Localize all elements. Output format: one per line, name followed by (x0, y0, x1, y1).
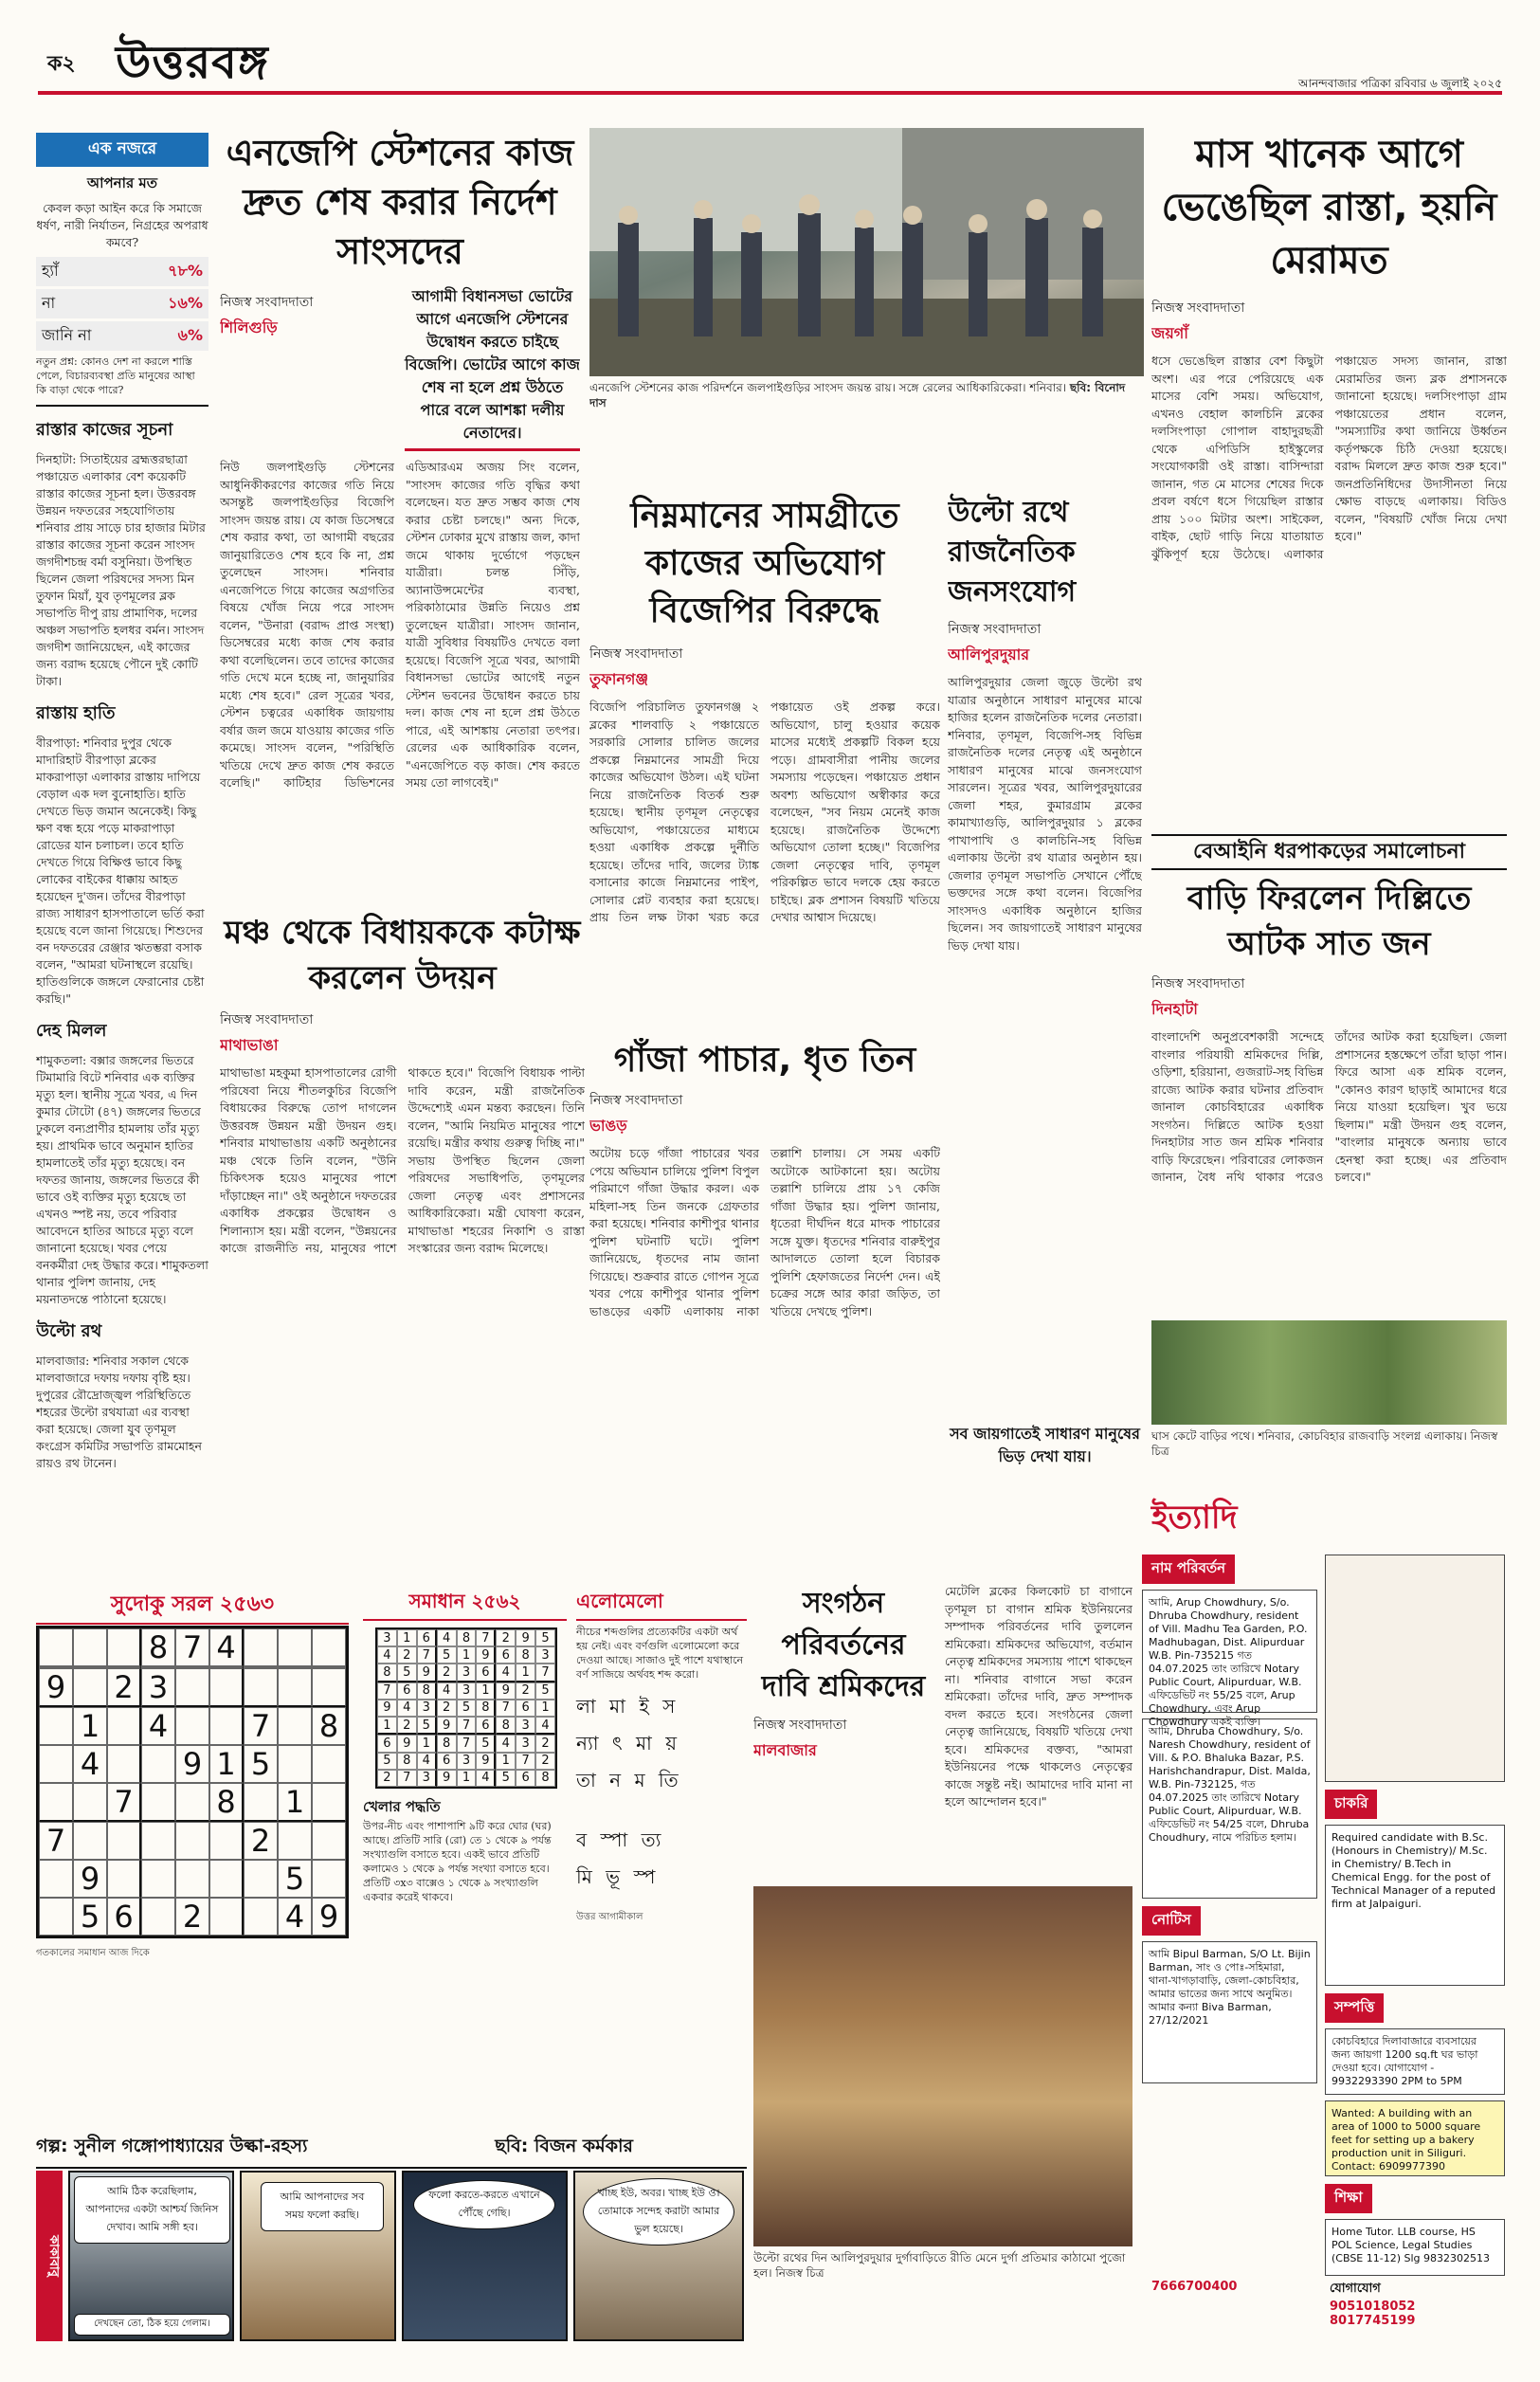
solution-cell: 7 (397, 1770, 417, 1787)
solution-cell: 5 (397, 1664, 417, 1682)
sudoku-cell[interactable]: 4 (141, 1707, 175, 1745)
solution-cell: 6 (377, 1735, 397, 1752)
sudoku-cell[interactable]: 5 (278, 1860, 312, 1898)
comic-strip (36, 2133, 747, 2346)
solution-cell: 5 (535, 1629, 555, 1646)
sudoku-cell[interactable] (175, 1668, 209, 1707)
method-text: উপর-নীচ এবং পাশাপাশি ৯টি করে ঘোর (ঘর) আছে। প্রতিটি সারি (রো) তে ১ থেকে ৯ পর্যন্ত সংখ্যাগুলি বসাতে হবে। একই ভাবে প্রতিটি কলামেও ১ থেকে ৯ পর্যন্ত সংখ্যা বসাতে হবে। প্রতিটি ৩x৩ বাক্সেও ১ থেকে ৯ সংখ্যাগুলি একবার করেই থাকবে। (363, 1820, 552, 1903)
solution-cell: 8 (535, 1770, 555, 1787)
headline: উল্টো রথে রাজনৈতিক জনসংযোগ (948, 496, 1077, 609)
solution-cell: 3 (417, 1770, 437, 1787)
sudoku-cell[interactable] (244, 1783, 278, 1822)
solution-cell: 7 (377, 1682, 397, 1700)
sudoku-cell[interactable] (107, 1628, 141, 1666)
dateline: আনন্দবাজার পত্রিকা রবিবার ৬ জুলাই ২০২৫ (1298, 77, 1502, 90)
solution-cell: 1 (457, 1646, 477, 1664)
poll-heading: আপনার মত (86, 174, 158, 191)
solution-cell: 8 (417, 1682, 437, 1700)
sudoku-cell[interactable]: 2 (107, 1668, 141, 1707)
byline: নিজস্ব সংবাদদাতা (948, 622, 1042, 637)
sudoku-cell[interactable]: 7 (107, 1783, 141, 1822)
solution-cell: 7 (457, 1717, 477, 1735)
solution-cell: 7 (417, 1646, 437, 1664)
solution-cell: 4 (377, 1646, 397, 1664)
solution-cell: 1 (417, 1735, 437, 1752)
location: মাথাভাঙা (220, 1036, 279, 1054)
headline: গাঁজা পাচার, ধৃত তিন (613, 1041, 916, 1080)
puzzles (36, 1588, 747, 2118)
poll-option-label: হ্যাঁ (42, 262, 59, 280)
contact-number[interactable]: 7666700400 (1151, 2280, 1238, 2294)
photo-figures (589, 128, 1144, 376)
headline: মঞ্চ থেকে বিধায়ককে কটাক্ষ করলেন উদয়ন (224, 914, 581, 997)
caption-text: এনজেপি স্টেশনের কাজ পরিদর্শনে জলপাইগুড়ির সাংসদ জয়ন্ত রায়। সঙ্গে রেলের আধিকারিকেরা। শনিবার। (589, 381, 1067, 394)
solution-cell: 9 (496, 1682, 516, 1700)
solution-cell: 2 (535, 1735, 555, 1752)
solution-cell: 1 (377, 1717, 397, 1735)
method-title: খেলার পদ্ধতি (363, 1798, 441, 1815)
sudoku-cell[interactable] (73, 1668, 107, 1707)
solution-cell: 6 (476, 1664, 496, 1682)
sudoku-title: সুদোকু সরল ২৫৬৩ (36, 1588, 349, 1625)
brief-text: শামুকতলা: বক্সার জঙ্গলের ভিতরে টিমামারি বিটে শনিবার এক ব্যক্তির মৃত্যু হল। স্থানীয় সূত্রে খবর, এ দিন কুমার টোটো (৪৭) জঙ্গলের ভিতরে ঢুকলে বন্যপ্রাণীর হামলায় তাঁর মৃত্যু হয়। প্রাথমিক ভাবে অনুমান হাতির হামলাতেই তাঁর মৃত্যু হয়েছে। বন দফতর জানায়, জঙ্গলের ভিতরে কী ভাবে ওই ব্যক্তির মৃত্যু হয়েছে তা এখনও স্পষ্ট নয়, তবে পরিবার আবেদনে হাতির আচরে মৃত্যু বলে জানানো হয়েছে। খবর পেয়ে বনকর্মীরা দেহ উদ্ধার করে। শামুকতলা থানার পুলিশ জানায়, দেহ ময়নাতদন্তে পাঠানো হয়েছে। (36, 1053, 208, 1306)
solution-cell: 5 (457, 1700, 477, 1717)
solution-cell: 5 (377, 1753, 397, 1770)
sudoku-cell[interactable]: 3 (141, 1668, 175, 1707)
comic-title: গল্প: সুনীল গঙ্গোপাধ্যায়ের উল্কা-রহস্য (36, 2136, 308, 2156)
puzzle-credit: গতকালের সমাধান আজ দিকে (36, 1948, 150, 1958)
comic-panel (402, 2171, 568, 2341)
sidebar (36, 133, 208, 1555)
solution-cell: 8 (516, 1646, 535, 1664)
page-number: ক২ (47, 52, 76, 76)
headline: এনজেপি স্টেশনের কাজ দ্রুত শেষ করার নির্দেশ সাংসদের (226, 132, 574, 272)
word-scramble[interactable]: মি ভূ স্প (576, 1865, 660, 1888)
sudoku-grid[interactable] (36, 1626, 349, 1938)
photo-caption: ঘাস কেটে বাড়ির পথে। শনিবার, কোচবিহার রাজবাড়ি সংলগ্ন এলাকায়। নিজস্ব চিত্র (1151, 1429, 1498, 1458)
story-body: ধসে ভেঙেছিল রাস্তার বেশ কিছুটা অংশ। এর পরে পেরিয়েছে এক মাসের বেশি সময়। অভিযোগ, এখনও বেহাল কালচিনি ব্লকের দলসিংপাড়া গোপাল বাহাদুরছত্রী থেকে এপিডিসি হাইস্কুলের সংযোগকারী ওই রাস্তা। বাসিন্দারা জানান, গত মে মাসের শেষের দিকে প্রবল বর্ষণে ধসে গিয়েছিল রাস্তার প্রায় ১০০ মিটার অংশ। সাইকেল, বাইক, ছোট গাড়ি নিয়ে যাতায়াত ঝুঁকিপূর্ণ হয়ে উঠেছে। এলাকার পঞ্চায়েত সদস্য জানান, রাস্তা মেরামতির জন্য ব্লক প্রশাসনকে জানানো হয়েছে। দলসিংপাড়া গ্রাম পঞ্চায়েতের প্রধান বলেন, "সমস্যাটির কথা জানিয়ে উর্ধ্বতন কর্তৃপক্ষকে চিঠি দেওয়া হয়েছে। বরাদ্দ মিললে দ্রুত কাজ শুরু হবে।" জনপ্রতিনিধিদের উদাসীনতা নিয়ে ক্ষোভ বাড়ছে এলাকায়। বিডিও বলেন, "বিষয়টি খোঁজ নিয়ে দেখা হবে।" (1151, 354, 1507, 561)
solution-cell: 6 (476, 1717, 496, 1735)
sudoku-cell[interactable] (312, 1860, 346, 1898)
poll-option-value: ৬% (177, 326, 203, 344)
photo-caption (589, 380, 1144, 410)
comic-artist: ছবি: বিজন কর্মকার (495, 2136, 633, 2156)
story-njp-station (220, 128, 580, 905)
solution-cell: 8 (437, 1735, 457, 1752)
sudoku-cell[interactable] (244, 1860, 278, 1898)
story-body: মাথাভাঙা মহকুমা হাসপাতালের রোগী পরিষেবা নিয়ে শীতলকুচির বিজেপি বিধায়কের বিরুদ্ধে তোপ দাগলেন উত্তরবঙ্গ উন্নয়ন মন্ত্রী উদয়ন গুহ। শনিবার মাথাভাঙায় একটি অনুষ্ঠানের মঞ্চ থেকে তিনি বলেন, "উনি চিকিৎসক হয়েও মানুষের পাশে দাঁড়াচ্ছেন না।" ওই অনুষ্ঠানে দফতরের একাধিক প্রকল্পের উদ্বোধন ও শিলান্যাস হয়। মন্ত্রী বলেন, "উন্নয়নের কাজে রাজনীতি নয়, মানুষের পাশে থাকতে হবে।" বিজেপি বিধায়ক পাল্টা দাবি করেন, মন্ত্রী রাজনৈতিক উদ্দেশ্যেই এমন মন্তব্য করছেন। তিনি বলেন, "আমি নিয়মিত মানুষের পাশে রয়েছি। মন্ত্রীর কথায় গুরুত্ব দিচ্ছি না।" সভায় উপস্থিত ছিলেন জেলা পরিষদের সভাধিপতি, তৃণমূলের জেলা নেতৃত্ব এবং প্রশাসনের আধিকারিকেরা। মন্ত্রী ঘোষণা করেন, মাথাভাঙা শহরের নিকাশি ও রাস্তা সংস্কারের জন্য বরাদ্দ মিলেছে। (220, 1065, 585, 1255)
classifieds (1142, 1493, 1507, 2346)
solution-cell: 3 (535, 1646, 555, 1664)
sudoku-cell[interactable]: 2 (175, 1898, 209, 1936)
solution-grid (375, 1627, 557, 1789)
sudoku-cell[interactable] (209, 1822, 244, 1860)
sudoku-cell[interactable] (244, 1898, 278, 1936)
byline: নিজস্ব সংবাদদাতা (589, 646, 683, 662)
poll-option-label: না (42, 294, 56, 312)
solution-cell: 9 (437, 1770, 457, 1787)
solution-cell: 8 (377, 1664, 397, 1682)
word-puzzle (576, 1588, 747, 1926)
sudoku-cell[interactable] (141, 1898, 175, 1936)
classified-ad: আমি, Dhruba Chowdhury, S/o. Naresh Chowdhury, resident of Vill. & P.O. Bhaluka Bazar, P.S. Harishchandrapur, Dist. Malda, W.B. Pin-732125, গত 04.07.2025 তাং তারিখে Notary Public Court, Alipurduar, W.B. এফিডেভিট নং 54/25 বলে, Dhruba Choudhury, নামে পরিচিত হলাম। (1142, 1718, 1317, 1899)
sudoku-cell[interactable]: 9 (312, 1898, 346, 1936)
sudoku-cell[interactable] (73, 1783, 107, 1822)
solution-cell: 2 (437, 1700, 457, 1717)
sudoku-cell[interactable] (107, 1707, 141, 1745)
classified-ad: Required candidate with B.Sc. (Honours in Chemistry)/ M.Sc. in Chemistry/ B.Tech in Chemical Engg. for the post of Technical Manager of a reputed firm at Jalpaiguri. (1325, 1825, 1505, 1986)
sudoku-cell[interactable] (73, 1628, 107, 1666)
headline: নিম্নমানের সামগ্রীতে কাজের অভিযোগ বিজেপির বিরুদ্ধে (630, 497, 899, 630)
byline: নিজস্ব সংবাদদাতা (589, 1093, 683, 1108)
sudoku-cell[interactable] (209, 1860, 244, 1898)
sudoku-cell[interactable] (244, 1628, 278, 1666)
classifieds-brand: ইত্যাদি (1151, 1499, 1238, 1536)
headline: বাড়ি ফিরলেন দিল্লিতে আটক সাত জন (1187, 880, 1472, 963)
solution-cell: 5 (417, 1717, 437, 1735)
brief-heading: রাস্তায় হাতি (36, 703, 116, 723)
news-photo (753, 1886, 1132, 2246)
solution-cell: 8 (397, 1753, 417, 1770)
brief-text: মালবাজার: শনিবার সকাল থেকে মালবাজারে দফায় দফায় বৃষ্টি হয়। দুপুরের রৌদ্রোজ্জ্বল পরিস্থিতিতে শহরের উল্টো রথযাত্রা এর ব্যবস্থা করা হয়েছে। জেলা যুব তৃণমূল কংগ্রেস কমিটির সভাপতি রামমোহন রায়ও রথ টানেন। (36, 1354, 202, 1470)
word-scramble[interactable]: ব স্পা ত্য (576, 1828, 665, 1851)
solution-cell: 4 (496, 1735, 516, 1752)
solution-cell: 3 (457, 1664, 477, 1682)
solution-cell: 2 (496, 1629, 516, 1646)
sudoku-cell[interactable]: 7 (175, 1628, 209, 1666)
sudoku-cell[interactable] (312, 1822, 346, 1860)
location: আলিপুরদুয়ার (948, 646, 1030, 664)
story-body: আলিপুরদুয়ার জেলা জুড়ে উল্টো রথ যাত্রার অনুষ্ঠানে সাধারণ মানুষের মাঝে হাজির হলেন রাজনৈতিক দলের নেতারা। শনিবার, তৃণমূল, বিজেপি-সহ বিভিন্ন রাজনৈতিক দলের নেতৃত্ব এই অনুষ্ঠানে সাধারণ মানুষের মাঝে জনসংযোগ সারলেন। সূত্রের খবর, আলিপুরদুয়ারের জেলা শহর, কুমারগ্রাম ব্লকের কামাখ্যাগুড়ি, আলিপুরদুয়ার ১ ব্লকের পাখাপাখি ও কালচিনি-সহ বিভিন্ন এলাকায় উল্টো রথ যাত্রার অনুষ্ঠান হয়। জেলার তৃণমূল সভাপতি সেখানে পৌঁছে ভক্তদের সঙ্গে কথা বলেন। বিজেপির সাংসদও একাধিক অনুষ্ঠানে হাজির ছিলেন। সব জায়গাতেই সাধারণ মানুষের ভিড় দেখা যায়। (948, 675, 1142, 953)
sudoku-cell[interactable]: 5 (73, 1898, 107, 1936)
solution-cell: 7 (535, 1664, 555, 1682)
solution-cell: 7 (457, 1735, 477, 1752)
section-tag: নাম পরিবর্তন (1142, 1555, 1235, 1584)
classified-ad: Wanted: A building with an area of 1000 to 5000 square feet for setting up a bakery production unit in Siliguri. Contact: 6909977390 (1325, 2100, 1505, 2176)
sudoku-cell[interactable] (39, 1707, 73, 1745)
pull-quote: আগামী বিধানসভা ভোটের আগে এনজেপি স্টেশনের উদ্বোধন করতে চাইছে বিজেপি। ভোটের আগে কাজ শেষ না হলে প্রশ্ন উঠতে পারে বলে আশঙ্কা দলীয় নেতাদের। (405, 285, 580, 451)
solution-cell: 3 (417, 1700, 437, 1717)
photo-njp-inspection (589, 128, 1144, 422)
sudoku-cell[interactable]: 1 (73, 1707, 107, 1745)
sudoku-cell[interactable] (175, 1860, 209, 1898)
sudoku-cell[interactable] (175, 1822, 209, 1860)
brief-text: বীরপাড়া: শনিবার দুপুর থেকে মাদারিহাট বীরপাড়া ব্লকের মাকরাপাড়া এলাকার রাস্তায় দাপিয়ে বেড়াল এক দল বুনোহাতি। হাতি দেখতে ভিড় জমান অনেকেই। কিছু ক্ষণ বন্ধ হয়ে পড়ে মাকরাপাড়া রোডের যান চলাচল। তবে হাতি দেখতে গিয়ে বিক্ষিপ্ত ভাবে কিছু লোকের বাইকের ধাক্কায় আহত হয়েছেন দু'জন। তাঁদের বীরপাড়া রাজ্য সাধারণ হাসপাতালে ভর্তি করা হয়েছে বলে জানা গিয়েছে। শিশুদের বন দফতরের রেঞ্জার ঋতম্ভরা বসাক বলেন, "আমরা ঘটনাস্থলে রয়েছি। হাতিগুলিকে জঙ্গলে ফেরানোর চেষ্টা করছি।" (36, 736, 205, 1006)
solution-cell: 5 (496, 1770, 516, 1787)
poll-option-value: ৭৮% (168, 262, 203, 280)
story-ulto-rath (948, 493, 1142, 1479)
sudoku-cell[interactable] (73, 1822, 107, 1860)
speech-bubble: খাচ্ছ ইউ, অবর। খাচ্ছ ইউ ও। তোমাকে সন্দেহ করাটা আমার ভুল হয়েছে। (583, 2178, 734, 2246)
story-road-repair (1151, 128, 1507, 829)
word-credit: উত্তর আগামীকাল (576, 1912, 643, 1922)
sudoku-cell[interactable] (209, 1668, 244, 1707)
solution-cell: 2 (535, 1753, 555, 1770)
sudoku-cell[interactable]: 9 (39, 1668, 73, 1707)
story-body: বাংলাদেশি অনুপ্রবেশকারী সন্দেহে বাংলার পরিযায়ী শ্রমিকদের দিল্লি, ওড়িশা, হরিয়ানা, গুজরাট-সহ বিভিন্ন রাজ্যে আটক করার ঘটনার প্রতিবাদ জানাল কোচবিহারের একাধিক সংগঠন। দিল্লিতে আটক হওয়া দিনহাটার সাত জন শ্রমিক শনিবার বাড়ি ফিরেছেন। পরিবারের লোকজন জানান, বৈধ নথি থাকার পরেও তাঁদের আটক করা হয়েছিল। জেলা প্রশাসনের হস্তক্ষেপে তাঁরা ছাড়া পান। ফিরে আসা এক শ্রমিক বলেন, "কোনও কারণ ছাড়াই আমাদের ধরে নিয়ে যাওয়া হয়েছিল। খুব ভয়ে ছিলাম।" মন্ত্রী উদয়ন গুহ বলেন, "বাংলার মানুষকে অন্যায় ভাবে হেনস্থা করা হচ্ছে। এর প্রতিবাদ চলবে।" (1151, 1029, 1507, 1184)
solution-cell: 1 (476, 1682, 496, 1700)
solution-cell: 6 (516, 1770, 535, 1787)
sudoku-cell[interactable]: 8 (209, 1783, 244, 1822)
contact-label: যোগাযোগ (1330, 2282, 1381, 2296)
story-substandard-material (589, 493, 940, 1033)
byline: নিজস্ব সংবাদদাতা (753, 1718, 847, 1733)
solution-cell: 9 (437, 1717, 457, 1735)
solution-cell: 9 (476, 1753, 496, 1770)
story-body: অটোয় চড়ে গাঁজা পাচারের খবর পেয়ে অভিযান চালিয়ে পুলিশ বিপুল পরিমাণে গাঁজা উদ্ধার করল। এক মহিলা-সহ তিন জনকে গ্রেফতার করা হয়েছে। শনিবার কাশীপুর থানার পুলিশ ঘটনাটি ঘটে। পুলিশ জানিয়েছে, ধৃতদের নাম জানা গিয়েছে। শুক্রবার রাতে গোপন সূত্রে খবর পেয়ে কাশীপুর থানার পুলিশ ভাঙড়ের একটি এলাকায় নাকা তল্লাশি চালায়। সে সময় একটি অটোকে আটকানো হয়। অটোয় তল্লাশি চালিয়ে প্রায় ১৭ কেজি গাঁজা উদ্ধার হয়। পুলিশ জানায়, ধৃতেরা দীর্ঘদিন ধরে মাদক পাচারের সঙ্গে যুক্ত। ধৃতদের শনিবার বারুইপুর আদালতে তোলা হলে বিচারক পুলিশি হেফাজতের নির্দেশ দেন। এই চক্রের সঙ্গে আর কারা জড়িত, তা খতিয়ে দেখছে পুলিশ। (589, 1146, 940, 1318)
poll-option (36, 289, 208, 318)
word-scramble[interactable]: ন্যা ৎ মা য় (576, 1732, 680, 1755)
solution-cell: 7 (476, 1629, 496, 1646)
sudoku-cell[interactable] (278, 1628, 312, 1666)
word-puzzle-title: এলোমেলো (576, 1588, 747, 1621)
classified-ad: আমি Bipul Barman, S/O Lt. Bijin Barman, সাং ও পোঃ-সহিমারা, থানা-খাগড়াবাড়ি, জেলা-কোচবিহার, আমার ভাতের জন্য সাথে অনুমিত। আমার কন্যা Biva Barman, 27/12/2021 (1142, 1941, 1317, 2083)
location: শিলিগুড়ি (220, 318, 278, 336)
divider (36, 405, 208, 407)
sudoku-cell[interactable] (39, 1745, 73, 1783)
poll-next-question: নতুন প্রশ্ন: কোনও দেশ না করলে শাস্তি পেলে, বিচারব্যবস্থা প্রতি মানুষের আস্থা কি বাড়া থেকে পারে? (36, 355, 195, 396)
sudoku-cell[interactable] (107, 1822, 141, 1860)
sudoku-cell[interactable]: 6 (107, 1898, 141, 1936)
solution-cell: 8 (496, 1717, 516, 1735)
sudoku-cell[interactable]: 9 (73, 1860, 107, 1898)
comic-panel (240, 2171, 396, 2341)
sudoku-cell[interactable] (39, 1783, 73, 1822)
location: ভাঙড় (589, 1117, 627, 1135)
sudoku-cell[interactable]: 4 (209, 1628, 244, 1666)
poll-option (36, 321, 208, 351)
sudoku-cell[interactable]: 7 (39, 1822, 73, 1860)
solution-cell: 4 (476, 1770, 496, 1787)
story-detained-workers (1151, 834, 1507, 1488)
brief-text: দিনহাটা: সিতাইয়ের ব্রহ্মত্তরছাত্রা পঞ্চায়েত এলাকার বেশ কয়েকটি রাস্তার কাজের সূচনা হল। উত্তরবঙ্গ উন্নয়ন দফতরের সহযোগিতায় শনিবার প্রায় সাড়ে চার হাজার মিটার রাস্তার কাজের সূচনা করেন সাংসদ জগদীশচন্দ্র বর্মা বসুনিয়া। উপস্থিত ছিলেন জেলা পরিষদের সদস্য মিন তুফান মিয়াঁ, যুব তৃণমূলের ব্লক সভাপতি দীপু রায় প্রামাণিক, দলের অঞ্চল সভাপতি হলধর বর্মন। সাংসদ জগদীশ জানিয়েছেন, এই কাজের জন্য বরাদ্দ হয়েছে পৌনে দুই কোটি টাকা। (36, 452, 206, 688)
solution-cell: 7 (516, 1753, 535, 1770)
sudoku-cell[interactable] (39, 1898, 73, 1936)
sudoku-cell[interactable] (278, 1668, 312, 1707)
section-tag: চাকরি (1325, 1790, 1377, 1819)
sudoku-cell[interactable]: 1 (278, 1783, 312, 1822)
sudoku-cell[interactable] (141, 1745, 175, 1783)
contact-number[interactable]: 8017745199 (1330, 2314, 1416, 2328)
sudoku-cell[interactable]: 8 (141, 1628, 175, 1666)
solution-cell: 2 (437, 1664, 457, 1682)
kicker: বেআইনি ধরপাকড়ের সমালোচনা (1151, 834, 1507, 870)
solution-cell: 9 (417, 1664, 437, 1682)
sudoku-cell[interactable] (278, 1707, 312, 1745)
solution-cell: 6 (496, 1646, 516, 1664)
solution-title: সমাধান ২৫৬২ (363, 1588, 567, 1621)
byline: নিজস্ব সংবাদদাতা (220, 1012, 314, 1027)
solution-cell: 4 (417, 1753, 437, 1770)
solution-cell: 1 (516, 1664, 535, 1682)
comic-panel (68, 2171, 234, 2341)
section-tag: নোটিস (1142, 1906, 1201, 1936)
solution-cell: 2 (516, 1682, 535, 1700)
comic-panel (573, 2171, 744, 2341)
solution-cell: 2 (397, 1717, 417, 1735)
solution-cell: 3 (516, 1735, 535, 1752)
pull-quote: সব জায়গাতেই সাধারণ মানুষের ভিড় দেখা যায়। (950, 1425, 1140, 1465)
story-body: মেটেলি ব্লকের কিলকোট চা বাগানে তৃণমূল চা বাগান শ্রমিক ইউনিয়নের সম্পাদক পরিবর্তনের দাবি তুললেন শ্রমিকেরা। শ্রমিকদের অভিযোগ, বর্তমান নেতৃত্ব শ্রমিকদের সমস্যায় পাশে থাকছেন না। শনিবার বাগানে সভা করেন শ্রমিকেরা। তাঁদের দাবি, দ্রুত সম্পাদক বদল করতে হবে। সংগঠনের জেলা নেতৃত্ব জানিয়েছে, বিষয়টি খতিয়ে দেখা হবে। শ্রমিকদের বক্তব্য, "আমরা ইউনিয়নের পক্ষে থাকলেও নেতৃত্বের কাজে সন্তুষ্ট নই। আমাদের দাবি মানা না হলে আন্দোলন হবে।" (945, 1584, 1132, 1809)
sudoku-cell[interactable]: 5 (244, 1745, 278, 1783)
speech-bubble: ফলো করতে-করতে এখানে পৌঁছে গেছি। (413, 2180, 555, 2229)
solution-cell: 7 (496, 1700, 516, 1717)
brief-heading: রাস্তার কাজের সূচনা (36, 420, 173, 440)
sudoku-cell[interactable] (107, 1860, 141, 1898)
solution-cell: 4 (397, 1700, 417, 1717)
brief-heading: উল্টো রথ (36, 1321, 102, 1341)
sudoku-cell[interactable] (141, 1822, 175, 1860)
sudoku-cell[interactable]: 7 (244, 1707, 278, 1745)
solution-cell: 5 (476, 1735, 496, 1752)
byline: নিজস্ব সংবাদদাতা (1151, 976, 1245, 991)
speech-bubble: আমি ঠিক করেছিলাম, আপনাদের একটা আশ্চর্য জিনিস দেখাব। আমি সঙ্গী হব। (74, 2176, 230, 2244)
solution-cell: 6 (516, 1700, 535, 1717)
comic-side-label: কাকাবাবু (36, 2171, 63, 2341)
photo-credit: ছবি: বিনোদ দাস (589, 381, 1126, 409)
solution-cell: 4 (535, 1717, 555, 1735)
solution-cell: 9 (476, 1646, 496, 1664)
sudoku-cell[interactable]: 9 (175, 1745, 209, 1783)
sudoku-cell[interactable] (312, 1783, 346, 1822)
solution-cell: 3 (457, 1682, 477, 1700)
solution-cell: 1 (397, 1629, 417, 1646)
classified-ad: কোচবিহারে দিলাবাজারে ব্যবসায়ের জন্য জায়গা 1200 sq.ft ঘর ভাড়া দেওয়া হবে। যোগাযোগ - 9932293390 2PM to 5PM (1325, 2028, 1505, 2095)
word-scramble[interactable]: তা ন ম তি (576, 1769, 682, 1791)
sudoku-cell[interactable] (278, 1822, 312, 1860)
sudoku-cell[interactable] (39, 1628, 73, 1666)
sudoku-cell[interactable] (312, 1628, 346, 1666)
section-tag: সম্পত্তি (1325, 1993, 1384, 2023)
legal-notice (1325, 1555, 1505, 1782)
location: দিনহাটা (1151, 1000, 1198, 1018)
news-photo (1151, 1320, 1507, 1425)
section-tag: শিক্ষা (1325, 2184, 1372, 2213)
poll-option (36, 257, 208, 286)
solution-cell: 9 (516, 1629, 535, 1646)
byline: নিজস্ব সংবাদদাতা (1151, 300, 1245, 316)
sudoku-cell[interactable] (141, 1860, 175, 1898)
solution-cell: 2 (377, 1770, 397, 1787)
sudoku-cell[interactable] (141, 1783, 175, 1822)
poll-question: কেবল কড়া আইন করে কি সমাজে ধর্ষণ, নারী নির্যাতন, নিগ্রহের অপরাধ কমবে? (36, 201, 208, 249)
solution-cell: 5 (437, 1646, 457, 1664)
solution-cell: 4 (437, 1629, 457, 1646)
section-title: উত্তরবঙ্গ (116, 36, 269, 89)
poll-options (36, 257, 208, 351)
sudoku-cell[interactable] (312, 1745, 346, 1783)
location: মালবাজার (753, 1741, 817, 1759)
solution-cell: 1 (496, 1753, 516, 1770)
headline: মাস খানেক আগে ভেঙেছিল রাস্তা, হয়নি মেরামত (1161, 133, 1497, 282)
sudoku-cell[interactable] (175, 1783, 209, 1822)
byline: নিজস্ব সংবাদদাতা (220, 295, 314, 310)
brief-heading: দেহ মিলল (36, 1021, 107, 1041)
sudoku-cell[interactable] (107, 1745, 141, 1783)
solution-cell: 6 (417, 1629, 437, 1646)
speech-bubble: দেখছেন তো, ঠিক হয়ে গেলাম। (74, 2314, 230, 2336)
location: জয়গাঁ (1151, 324, 1188, 342)
story-body: বিজেপি পরিচালিত তুফানগঞ্জ ২ ব্লকের শালবাড়ি ২ পঞ্চায়েতে সরকারি সোলার চালিত জলের প্রকল্পে নিম্নমানের সামগ্রী দিয়ে কাজের অভিযোগ উঠল। এই ঘটনা নিয়ে রাজনৈতিক বিতর্ক শুরু হয়েছে। স্থানীয় তৃণমূল নেতৃত্বের অভিযোগ, পঞ্চায়েতের মাধ্যমে হওয়া একাধিক প্রকল্পে দুর্নীতি হয়েছে। তাঁদের দাবি, জলের ট্যাঙ্ক বসানোর কাজে নিম্নমানের পাইপ, সোলার প্লেট ব্যবহার করা হয়েছে। প্রায় তিন লক্ষ টাকা খরচ করে পঞ্চায়েত ওই প্রকল্প করে। অভিযোগ, চালু হওয়ার কয়েক মাসের মধ্যেই প্রকল্পটি বিকল হয়ে পড়ে। গ্রামবাসীরা পানীয় জলের সমস্যায় পড়েছেন। পঞ্চায়েত প্রধান অবশ্য অভিযোগ অস্বীকার করে বলেছেন, "সব নিয়ম মেনেই কাজ হয়েছে। রাজনৈতিক উদ্দেশ্যে অভিযোগ তোলা হচ্ছে।" বিজেপির জেলা নেতৃত্বের দাবি, তৃণমূল পরিকল্পিত ভাবে দলকে হেয় করতে চাইছে। ব্লক প্রশাসন বিষয়টি খতিয়ে দেখার আশ্বাস দিয়েছে। (589, 700, 940, 924)
solution-cell: 3 (377, 1629, 397, 1646)
solution-cell: 4 (437, 1682, 457, 1700)
masthead (0, 0, 1540, 95)
solution-cell: 1 (535, 1700, 555, 1717)
sudoku-cell[interactable] (175, 1707, 209, 1745)
poll-option-label: জানি না (42, 326, 92, 344)
masthead-rule (38, 91, 1502, 95)
sidebar-title: এক নজরে (36, 133, 208, 167)
solution-cell: 9 (377, 1700, 397, 1717)
contact-box (1330, 2280, 1505, 2328)
speech-bubble: আমি আপনাদের সব সময় ফলো করছি। (261, 2182, 384, 2231)
sudoku-cell[interactable] (278, 1745, 312, 1783)
word-scramble[interactable]: লা মা ই স (576, 1695, 679, 1718)
solution-cell: 6 (397, 1682, 417, 1700)
sudoku-cell[interactable] (244, 1668, 278, 1707)
sudoku-cell[interactable]: 1 (209, 1745, 244, 1783)
story-ganja-smuggling (589, 1038, 940, 1483)
classified-ad: আমি, Arup Chowdhury, S/o. Dhruba Chowdhury, resident of Vill. Madhu Tea Garden, P.O. Madhubagan, Dist. Alipurduar W.B. Pin-735215 গত 04.07.2025 তাং তারিখে Notary Public Court, Alipurduar, W.B. এফিডেভিট নং 55/25 বলে, Arup Chowdhury, এবং Arup Chowdhury একই ব্যক্তি। (1142, 1590, 1317, 1713)
news-photo (589, 128, 1144, 376)
headline: সংগঠন পরিবর্তনের দাবি শ্রমিকদের (761, 1587, 926, 1703)
sudoku-cell[interactable] (209, 1898, 244, 1936)
solution-cell: 2 (397, 1646, 417, 1664)
classified-ad: Home Tutor. LLB course, HS POL Science, Legal Studies (CBSE 11-12) Slg 9832302513 (1325, 2219, 1505, 2276)
solution-cell: 4 (496, 1664, 516, 1682)
sudoku-cell[interactable]: 8 (312, 1707, 346, 1745)
contact-number[interactable]: 9051018052 (1330, 2300, 1416, 2314)
word-puzzle-intro: নীচের শব্দগুলির প্রত্যেকটির একটা অর্থ হয় নেই। এবং বর্ণগুলি এলোমেলো করে দেওয়া আছে। সাজাও দুই পাশে যথাস্থানে বর্ণ সাজিয়ে অর্থবহ শব্দ করো। (576, 1626, 744, 1681)
solution-cell: 5 (535, 1682, 555, 1700)
sudoku-cell[interactable] (209, 1707, 244, 1745)
story-union-change (753, 1583, 1132, 2322)
sudoku-cell[interactable] (39, 1860, 73, 1898)
sudoku-cell[interactable]: 2 (244, 1822, 278, 1860)
solution-cell: 3 (457, 1753, 477, 1770)
solution-cell: 8 (457, 1629, 477, 1646)
solution-cell: 9 (397, 1735, 417, 1752)
photo-caption: উল্টো রথের দিন আলিপুরদুয়ার দুর্গাবাড়িতে রীতি মেনে দুর্গা প্রতিমার কাঠামো পুজো হল। নিজস্ব চিত্র (753, 2251, 1126, 2280)
story-udayan-jibe (220, 910, 585, 1479)
story-body: নিউ জলপাইগুড়ি স্টেশনের আধুনিকীকরণের কাজের গতি নিয়ে অসন্তুষ্ট জলপাইগুড়ির বিজেপি সাংসদ জয়ন্ত রায়। যে কাজ ডিসেম্বরে শেষ করার কথা, তা আগামী বছরের জানুয়ারিতেও শেষ হবে কি না, প্রশ্ন তুলেছেন সাংসদ। শনিবার এনজেপিতে গিয়ে কাজের অগ্রগতির বিষয়ে খোঁজ নিয়ে পরে সাংসদ বলেন, "উনারা (বরাদ্দ প্রাপ্ত সংস্থা) ডিসেম্বরের মধ্যে কাজ শেষ করার কথা বলেছিলেন। তবে তাদের কাজের গতি দেখে মনে হচ্ছে না, জানুয়ারির মধ্যে শেষ হবে।" রেল সূত্রের খবর, স্টেশন চত্বরের একাধিক জায়গায় বর্ষার জল জমে যাওয়ায় কাজের গতি কমেছে। সাংসদ বলেন, "পরিস্থিতি খতিয়ে দেখে দ্রুত কাজ শেষ করতে বলেছি।" কাটিহার ডিভিশনের এডিআরএম অজয় সিং বলেন, "সাংসদ কাজের গতি বৃদ্ধির কথা বলেছেন। যত দ্রুত সম্ভব কাজ শেষ করার চেষ্টা চলছে।" অন্য দিকে, স্টেশন ঢোকার মুখে রাস্তায় জল, কাদা জমে থাকায় দুর্ভোগে পড়ছেন যাত্রীরা। চলন্ত সিঁড়ি, অ্যানাউন্সমেন্টের ব্যবস্থা, পরিকাঠামোর উন্নতি নিয়েও প্রশ্ন তুলেছেন যাত্রীরা। সাংসদ জানান, যাত্রী সুবিধার বিষয়টিও দেখতে বলা হয়েছে। বিজেপি সূত্রে খবর, আগামী বিধানসভা ভোটের আগেই নতুন স্টেশন ভবনের উদ্বোধন করতে চায় দল। কাজ শেষ না হলে প্রশ্ন উঠতে পারে, এই আশঙ্কায় নেতারা তৎপর। রেলের এক আধিকারিক বলেন, "এনজেপিতে বড় কাজ। শেষ করতে সময় তো লাগবেই।" (220, 460, 580, 790)
location: তুফানগঞ্জ (589, 670, 649, 688)
sudoku-cell[interactable]: 4 (278, 1898, 312, 1936)
poll-option-value: ১৬% (168, 294, 203, 312)
solution-cell: 8 (476, 1700, 496, 1717)
solution-cell: 1 (457, 1770, 477, 1787)
sudoku-cell[interactable]: 4 (73, 1745, 107, 1783)
solution-cell: 6 (437, 1753, 457, 1770)
sudoku-cell[interactable] (312, 1668, 346, 1707)
solution-cell: 3 (516, 1717, 535, 1735)
